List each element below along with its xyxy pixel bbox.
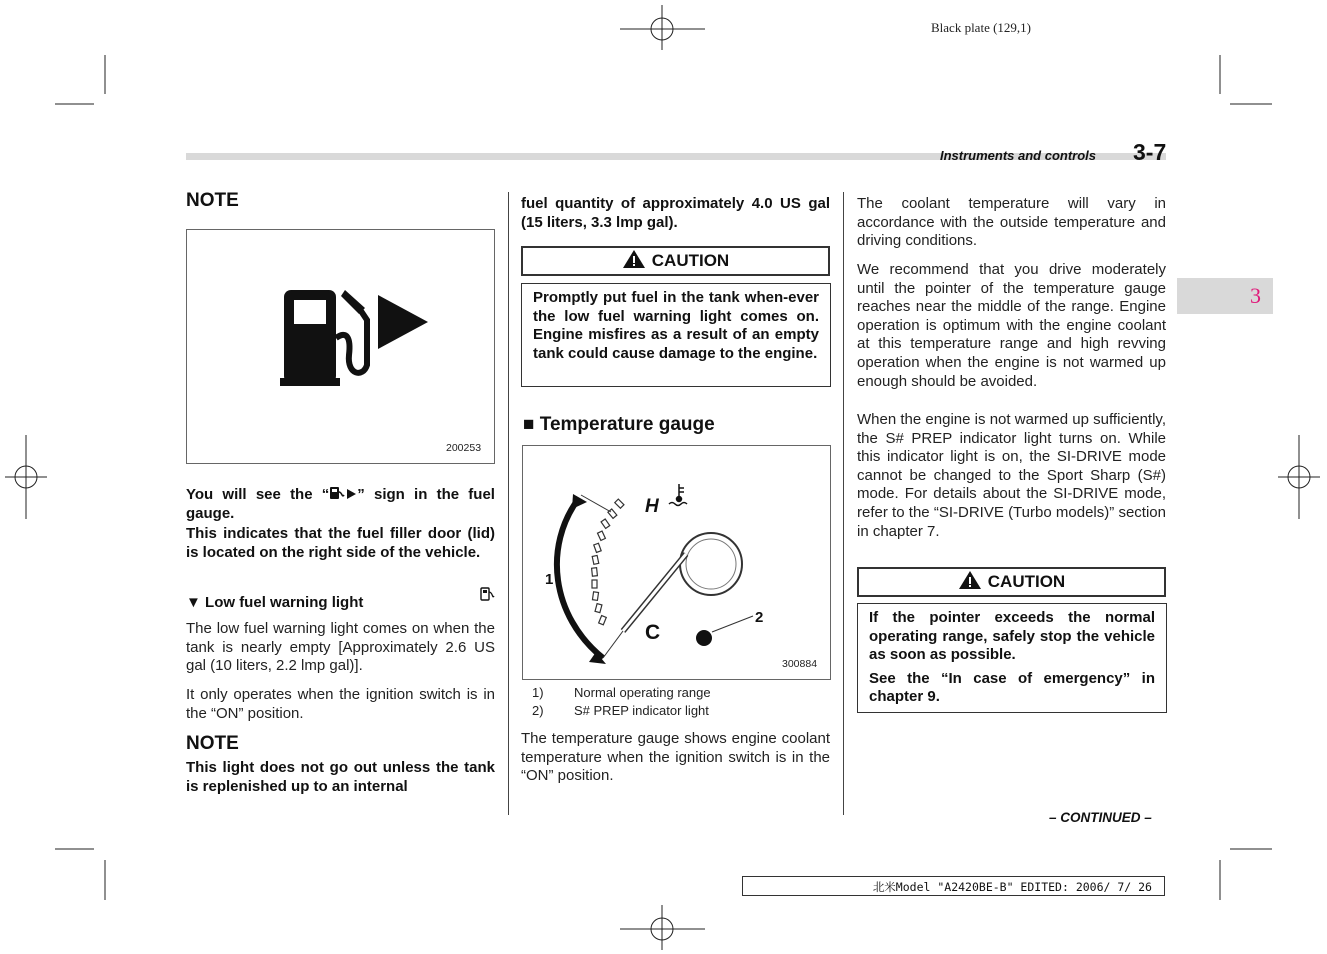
caution-title: CAUTION bbox=[651, 251, 730, 270]
continued-marker: – CONTINUED – bbox=[1049, 810, 1152, 825]
recommendation-paragraph: We recommend that you drive moderately until the pointer of the temperature gauge reaches near the middle of the range. Engine operation is optimum with the engine coolant at this temperature range and high revving operation when the engine is not warmed up enough should be avoided. bbox=[857, 261, 1166, 390]
legend-number: 1) bbox=[532, 685, 544, 700]
caution-title: CAUTION bbox=[987, 572, 1066, 591]
filler-door-note: This indicates that the fuel filler door (lid) is located on the right side of the vehicle. bbox=[186, 525, 495, 561]
callout-2: 2 bbox=[755, 609, 764, 626]
note-text: This light does not go out unless the tank is replenished up to an internal bbox=[186, 759, 495, 795]
figure-id: 200253 bbox=[446, 442, 482, 454]
square-bullet-icon: ■ bbox=[523, 414, 535, 435]
gauge-hot-label: H bbox=[645, 496, 659, 517]
temperature-gauge-illustration bbox=[523, 446, 830, 679]
triangle-bullet-icon: ▼ bbox=[186, 594, 201, 611]
note-heading: NOTE bbox=[186, 733, 239, 754]
prep-indicator-light bbox=[696, 630, 712, 646]
fuel-door-sign-icon bbox=[329, 486, 357, 501]
caution-header bbox=[521, 246, 830, 276]
section-header: Instruments and controls bbox=[940, 148, 1097, 163]
chapter-tab-number: 3 bbox=[1250, 283, 1261, 308]
legend-text: Normal operating range bbox=[574, 685, 711, 700]
caution-header bbox=[857, 567, 1166, 597]
figure-legend bbox=[532, 684, 711, 720]
footer-edit-stamp: 北米Model "A2420BE-B" EDITED: 2006/ 7/ 26 bbox=[742, 876, 1165, 896]
low-fuel-warning-icon bbox=[479, 585, 495, 603]
coolant-paragraph: The coolant temperature will vary in accordance with the outside temperature and driving conditions. bbox=[857, 195, 1166, 250]
legend-item bbox=[532, 702, 711, 720]
gauge-cold-label: C bbox=[645, 621, 661, 644]
note-heading: NOTE bbox=[186, 190, 239, 211]
legend-text: S# PREP indicator light bbox=[574, 703, 709, 718]
chapter-tab bbox=[1177, 278, 1273, 314]
arrow-right-icon bbox=[378, 295, 428, 349]
section-title: Temperature gauge bbox=[539, 414, 715, 435]
page-number: 3-7 bbox=[1133, 139, 1167, 165]
plate-mark: Black plate (129,1) bbox=[931, 20, 1031, 35]
gauge-paragraph: The temperature gauge shows engine coolant temperature when the ignition switch is in the “ON” position. bbox=[521, 730, 830, 785]
subsection-heading bbox=[186, 594, 495, 611]
coolant-temperature-icon bbox=[669, 484, 687, 506]
caution-box: Promptly put fuel in the tank when-ever the low fuel warning light comes on. Engine misfires as a result of an empty tank could cause damage to the engine. bbox=[521, 283, 831, 387]
caution-box bbox=[857, 603, 1167, 713]
low-fuel-paragraph: The low fuel warning light comes on when the tank is nearly empty [Approximately 2.6 US gal (10 liters, 2.2 lmp gal)]. bbox=[186, 620, 495, 675]
fuel-pump-icon bbox=[187, 230, 494, 463]
fuel-sign-note bbox=[186, 486, 495, 523]
figure-id: 300884 bbox=[782, 658, 818, 670]
fuel-filler-figure bbox=[186, 229, 495, 464]
section-heading bbox=[523, 414, 715, 436]
continued-note-text: fuel quantity of approximately 4.0 US gal (15 liters, 3.3 lmp gal). bbox=[521, 195, 830, 231]
sign-text-start: You will see the “ bbox=[186, 486, 330, 503]
legend-item bbox=[532, 684, 711, 702]
warning-triangle-icon bbox=[958, 570, 982, 590]
column-divider bbox=[508, 192, 509, 815]
ignition-paragraph: It only operates when the ignition switch is in the “ON” position. bbox=[186, 686, 495, 722]
caution-text: If the pointer exceeds the normal operating range, safely stop the vehicle as soon as possible. bbox=[869, 609, 1155, 664]
caution-text: See the “In case of emergency” in chapter 9. bbox=[869, 669, 1155, 706]
callout-1: 1 bbox=[545, 571, 554, 588]
subsection-title: Low fuel warning light bbox=[205, 594, 364, 611]
sign-text-end: ” sign in the fuel gauge. bbox=[186, 486, 495, 522]
temperature-gauge-figure bbox=[522, 445, 831, 680]
legend-number: 2) bbox=[532, 703, 544, 718]
prep-paragraph: When the engine is not warmed up sufficiently, the S# PREP indicator light turns on. While this indicator light is on, the SI-DRIVE mode cannot be changed to the Sport Sharp (S#) mode. For details about the SI-DRIVE mode, refer to the “SI-DRIVE (Turbo models)” section in chapter 7. bbox=[857, 411, 1166, 540]
warning-triangle-icon bbox=[622, 249, 646, 269]
column-divider bbox=[843, 192, 844, 815]
